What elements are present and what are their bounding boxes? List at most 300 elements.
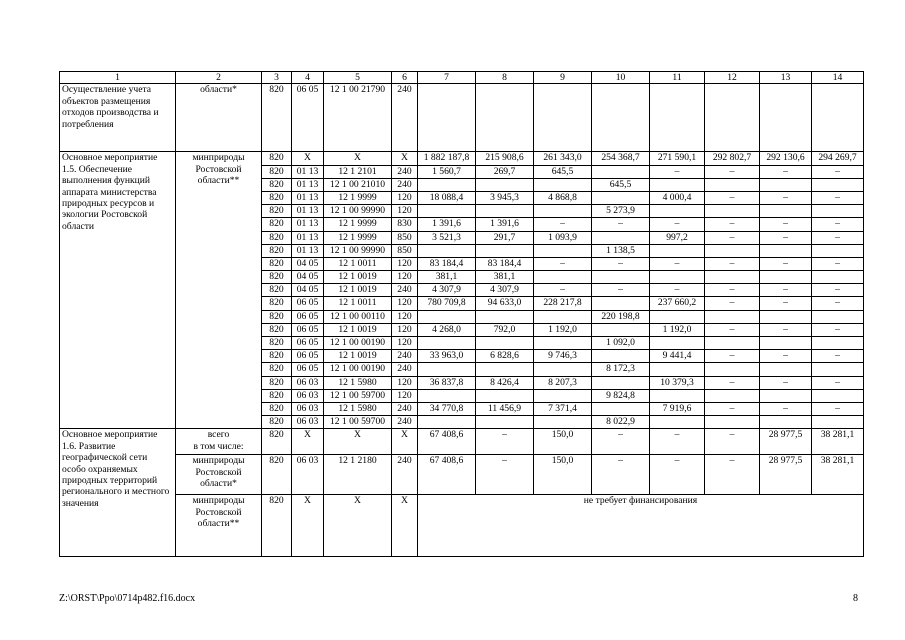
column-header: 3 bbox=[262, 72, 292, 84]
code-cell: 12 1 2180 bbox=[324, 455, 392, 495]
value-y2015: 150,0 bbox=[534, 455, 592, 495]
value-y2015: – bbox=[534, 218, 592, 231]
value-y2014 bbox=[476, 337, 534, 350]
code-cell: 120 bbox=[392, 389, 418, 402]
code-cell: 12 1 9999 bbox=[324, 231, 392, 244]
value-y2019: – bbox=[760, 165, 812, 178]
value-y2017 bbox=[650, 337, 705, 350]
code-cell: 12 1 00 00110 bbox=[324, 310, 392, 323]
code-cell: 120 bbox=[392, 257, 418, 270]
value-y2016 bbox=[592, 297, 650, 310]
column-header: 8 bbox=[476, 72, 534, 84]
value-total: 1 560,7 bbox=[418, 165, 476, 178]
value-y2016: – bbox=[592, 284, 650, 297]
value-y2017: 4 000,4 bbox=[650, 191, 705, 204]
code-cell: 06 03 bbox=[292, 416, 324, 429]
value-total: 83 184,4 bbox=[418, 257, 476, 270]
value-y2020 bbox=[812, 416, 864, 429]
value-y2016: 254 368,7 bbox=[592, 152, 650, 165]
code-cell: 12 1 00 59700 bbox=[324, 416, 392, 429]
value-y2014: 3 945,3 bbox=[476, 191, 534, 204]
value-total bbox=[418, 244, 476, 257]
value-y2014: 381,1 bbox=[476, 271, 534, 284]
code-cell: 06 05 bbox=[292, 297, 324, 310]
value-y2017 bbox=[650, 310, 705, 323]
code-cell: Х bbox=[292, 495, 324, 557]
code-cell: 06 05 bbox=[292, 363, 324, 376]
code-cell: Х bbox=[292, 152, 324, 165]
value-y2018: – bbox=[705, 257, 760, 270]
value-y2016 bbox=[592, 165, 650, 178]
financing-note: не требует финансирования bbox=[418, 495, 864, 557]
value-y2017: – bbox=[650, 455, 705, 495]
code-cell: 12 1 00 59700 bbox=[324, 389, 392, 402]
code-cell: 06 03 bbox=[292, 455, 324, 495]
value-y2015: 7 371,4 bbox=[534, 402, 592, 415]
value-y2017: 7 919,6 bbox=[650, 402, 705, 415]
code-cell: 240 bbox=[392, 363, 418, 376]
value-y2014 bbox=[476, 363, 534, 376]
code-cell: 120 bbox=[392, 376, 418, 389]
value-y2014: 8 426,4 bbox=[476, 376, 534, 389]
value-cell bbox=[534, 84, 592, 152]
value-y2015: 4 868,8 bbox=[534, 191, 592, 204]
value-y2014 bbox=[476, 178, 534, 191]
value-y2017 bbox=[650, 178, 705, 191]
value-y2019 bbox=[760, 244, 812, 257]
value-y2018: – bbox=[705, 350, 760, 363]
table-row bbox=[60, 152, 864, 165]
code-cell: 12 1 5980 bbox=[324, 376, 392, 389]
value-y2016: 8 172,3 bbox=[592, 363, 650, 376]
code-cell: 240 bbox=[392, 350, 418, 363]
value-y2019 bbox=[760, 310, 812, 323]
code-cell: 12 1 00 21790 bbox=[324, 84, 392, 152]
code-cell: 12 1 00 99990 bbox=[324, 244, 392, 257]
column-header: 9 bbox=[534, 72, 592, 84]
column-header: 4 bbox=[292, 72, 324, 84]
code-cell: 01 13 bbox=[292, 191, 324, 204]
value-y2019: – bbox=[760, 284, 812, 297]
value-y2020 bbox=[812, 337, 864, 350]
activity-name: Осуществление учета объектов размещения отходов производства и потребления bbox=[60, 84, 176, 152]
value-y2019: 292 130,6 bbox=[760, 152, 812, 165]
code-cell: Х bbox=[392, 495, 418, 557]
value-total: 67 408,6 bbox=[418, 429, 476, 455]
value-y2020: – bbox=[812, 376, 864, 389]
value-cell bbox=[812, 84, 864, 152]
value-y2018 bbox=[705, 337, 760, 350]
value-y2014: 215 908,6 bbox=[476, 152, 534, 165]
value-y2016 bbox=[592, 191, 650, 204]
value-y2020: 38 281,1 bbox=[812, 455, 864, 495]
value-y2018: – bbox=[705, 191, 760, 204]
table-row bbox=[60, 84, 864, 152]
executor-name: минприроды Ростовской области** bbox=[176, 152, 262, 429]
value-y2018 bbox=[705, 271, 760, 284]
value-total: 4 307,9 bbox=[418, 284, 476, 297]
executor-including-label: в том числе: bbox=[193, 440, 244, 452]
value-y2018 bbox=[705, 244, 760, 257]
code-cell: 820 bbox=[262, 389, 292, 402]
value-y2019 bbox=[760, 416, 812, 429]
value-y2014: 6 828,6 bbox=[476, 350, 534, 363]
value-y2015 bbox=[534, 337, 592, 350]
column-header: 10 bbox=[592, 72, 650, 84]
code-cell: 12 1 00 99990 bbox=[324, 205, 392, 218]
value-y2017: 9 441,4 bbox=[650, 350, 705, 363]
value-total: 18 088,4 bbox=[418, 191, 476, 204]
value-y2019: 28 977,5 bbox=[760, 455, 812, 495]
value-y2016 bbox=[592, 350, 650, 363]
header-row bbox=[60, 72, 864, 84]
code-cell: 120 bbox=[392, 205, 418, 218]
value-y2016: 8 022,9 bbox=[592, 416, 650, 429]
column-header: 6 bbox=[392, 72, 418, 84]
value-y2016 bbox=[592, 271, 650, 284]
value-y2015: 228 217,8 bbox=[534, 297, 592, 310]
code-cell: 12 1 2101 bbox=[324, 165, 392, 178]
value-y2016 bbox=[592, 402, 650, 415]
value-y2016 bbox=[592, 231, 650, 244]
value-total: 33 963,0 bbox=[418, 350, 476, 363]
value-y2016: – bbox=[592, 429, 650, 455]
code-cell: 120 bbox=[392, 323, 418, 336]
value-y2014 bbox=[476, 416, 534, 429]
code-cell: Х bbox=[324, 495, 392, 557]
value-y2017 bbox=[650, 205, 705, 218]
value-y2019 bbox=[760, 337, 812, 350]
code-cell: 850 bbox=[392, 244, 418, 257]
code-cell: 820 bbox=[262, 310, 292, 323]
executor-name: области* bbox=[176, 84, 262, 152]
code-cell: 820 bbox=[262, 363, 292, 376]
value-total: 1 391,6 bbox=[418, 218, 476, 231]
value-y2015: 8 207,3 bbox=[534, 376, 592, 389]
value-total: 780 709,8 bbox=[418, 297, 476, 310]
value-y2016: 1 138,5 bbox=[592, 244, 650, 257]
footer-page-number: 8 bbox=[853, 593, 858, 604]
column-header: 13 bbox=[760, 72, 812, 84]
value-y2017 bbox=[650, 244, 705, 257]
code-cell: 01 13 bbox=[292, 205, 324, 218]
value-y2019: – bbox=[760, 218, 812, 231]
value-y2018: – bbox=[705, 429, 760, 455]
value-y2019 bbox=[760, 271, 812, 284]
code-cell: 01 13 bbox=[292, 231, 324, 244]
code-cell: 820 bbox=[262, 350, 292, 363]
value-total bbox=[418, 205, 476, 218]
code-cell: 12 1 0019 bbox=[324, 350, 392, 363]
code-cell: 820 bbox=[262, 178, 292, 191]
value-y2016: 645,5 bbox=[592, 178, 650, 191]
value-total: 381,1 bbox=[418, 271, 476, 284]
value-y2015: 1 192,0 bbox=[534, 323, 592, 336]
code-cell: 120 bbox=[392, 191, 418, 204]
code-cell: 120 bbox=[392, 310, 418, 323]
code-cell: 240 bbox=[392, 455, 418, 495]
value-total: 4 268,0 bbox=[418, 323, 476, 336]
code-cell: 01 13 bbox=[292, 165, 324, 178]
value-y2014: 83 184,4 bbox=[476, 257, 534, 270]
value-y2018 bbox=[705, 363, 760, 376]
value-y2016: 9 824,8 bbox=[592, 389, 650, 402]
value-y2017 bbox=[650, 416, 705, 429]
value-y2014: – bbox=[476, 429, 534, 455]
value-y2015 bbox=[534, 244, 592, 257]
value-y2020: – bbox=[812, 350, 864, 363]
executor-name: минприроды Ростовской области** bbox=[176, 495, 262, 557]
table-row bbox=[60, 495, 864, 557]
value-y2015 bbox=[534, 178, 592, 191]
table-row bbox=[60, 455, 864, 495]
value-total bbox=[418, 178, 476, 191]
value-y2016 bbox=[592, 323, 650, 336]
value-y2018: – bbox=[705, 218, 760, 231]
value-total bbox=[418, 389, 476, 402]
code-cell: 820 bbox=[262, 455, 292, 495]
code-cell: 04 05 bbox=[292, 284, 324, 297]
value-y2017: – bbox=[650, 257, 705, 270]
code-cell: 850 bbox=[392, 231, 418, 244]
value-y2018 bbox=[705, 416, 760, 429]
code-cell: 06 03 bbox=[292, 389, 324, 402]
value-y2019: – bbox=[760, 350, 812, 363]
code-cell: 820 bbox=[262, 337, 292, 350]
code-cell: Х bbox=[324, 152, 392, 165]
code-cell: 240 bbox=[392, 165, 418, 178]
value-cell bbox=[476, 84, 534, 152]
code-cell: 820 bbox=[262, 495, 292, 557]
code-cell: 12 1 0011 bbox=[324, 297, 392, 310]
value-y2015 bbox=[534, 363, 592, 376]
value-y2014: – bbox=[476, 455, 534, 495]
value-y2020: – bbox=[812, 402, 864, 415]
code-cell: 12 1 00 21010 bbox=[324, 178, 392, 191]
code-cell: 12 1 0019 bbox=[324, 323, 392, 336]
value-y2015: – bbox=[534, 284, 592, 297]
value-y2019: – bbox=[760, 376, 812, 389]
column-header: 2 bbox=[176, 72, 262, 84]
value-total: 36 837,8 bbox=[418, 376, 476, 389]
value-cell bbox=[705, 84, 760, 152]
code-cell: 06 03 bbox=[292, 376, 324, 389]
value-y2020: 38 281,1 bbox=[812, 429, 864, 455]
value-y2020: – bbox=[812, 165, 864, 178]
value-y2019 bbox=[760, 205, 812, 218]
executor-name bbox=[176, 429, 262, 455]
code-cell: 820 bbox=[262, 152, 292, 165]
value-y2020: – bbox=[812, 218, 864, 231]
value-y2016: – bbox=[592, 257, 650, 270]
value-y2020 bbox=[812, 205, 864, 218]
document-page bbox=[59, 71, 863, 557]
footer-file-path: Z:\ORST\Ppo\0714p482.f16.docx bbox=[59, 593, 196, 604]
code-cell: 12 1 0011 bbox=[324, 257, 392, 270]
value-y2020 bbox=[812, 244, 864, 257]
column-header: 1 bbox=[60, 72, 176, 84]
value-y2015: – bbox=[534, 257, 592, 270]
value-y2020: – bbox=[812, 323, 864, 336]
code-cell: 04 05 bbox=[292, 271, 324, 284]
value-y2018 bbox=[705, 178, 760, 191]
code-cell: 820 bbox=[262, 257, 292, 270]
value-y2014 bbox=[476, 389, 534, 402]
value-y2014: 792,0 bbox=[476, 323, 534, 336]
activity-name: Основное мероприятие 1.6. Развитие географической сети особо охраняемых природных территорий регионального и местного значения bbox=[60, 429, 176, 557]
code-cell: 820 bbox=[262, 244, 292, 257]
value-total bbox=[418, 363, 476, 376]
value-cell bbox=[650, 84, 705, 152]
value-y2019: – bbox=[760, 323, 812, 336]
value-y2020: – bbox=[812, 231, 864, 244]
value-y2019: – bbox=[760, 231, 812, 244]
code-cell: 240 bbox=[392, 402, 418, 415]
code-cell: 820 bbox=[262, 376, 292, 389]
code-cell: 820 bbox=[262, 191, 292, 204]
value-y2019: – bbox=[760, 257, 812, 270]
value-y2019: 28 977,5 bbox=[760, 429, 812, 455]
value-y2020: 294 269,7 bbox=[812, 152, 864, 165]
code-cell: 04 05 bbox=[292, 257, 324, 270]
value-total bbox=[418, 416, 476, 429]
value-y2014: 291,7 bbox=[476, 231, 534, 244]
code-cell: 820 bbox=[262, 205, 292, 218]
code-cell: 820 bbox=[262, 297, 292, 310]
code-cell: Х bbox=[392, 429, 418, 455]
code-cell: 06 03 bbox=[292, 402, 324, 415]
code-cell: 240 bbox=[392, 178, 418, 191]
value-y2020: – bbox=[812, 257, 864, 270]
value-cell bbox=[418, 84, 476, 152]
value-y2020 bbox=[812, 363, 864, 376]
value-y2020: – bbox=[812, 297, 864, 310]
code-cell: 06 05 bbox=[292, 337, 324, 350]
code-cell: Х bbox=[392, 152, 418, 165]
activity-name: Основное мероприятие 1.5. Обеспечение выполнения функций аппарата министерства природных ресурсов и экологии Ростовской области bbox=[60, 152, 176, 429]
value-cell bbox=[760, 84, 812, 152]
value-y2020: – bbox=[812, 191, 864, 204]
code-cell: 12 1 00 00190 bbox=[324, 363, 392, 376]
value-y2017: 10 379,3 bbox=[650, 376, 705, 389]
column-header: 5 bbox=[324, 72, 392, 84]
column-header: 12 bbox=[705, 72, 760, 84]
value-y2018 bbox=[705, 310, 760, 323]
value-y2018: – bbox=[705, 455, 760, 495]
value-y2017: – bbox=[650, 165, 705, 178]
value-y2016: – bbox=[592, 455, 650, 495]
column-header: 7 bbox=[418, 72, 476, 84]
value-y2016: 220 198,8 bbox=[592, 310, 650, 323]
value-y2019 bbox=[760, 363, 812, 376]
code-cell: 06 05 bbox=[292, 323, 324, 336]
value-y2018: – bbox=[705, 376, 760, 389]
code-cell: 820 bbox=[262, 231, 292, 244]
code-cell: 120 bbox=[392, 297, 418, 310]
code-cell: 12 1 0019 bbox=[324, 284, 392, 297]
value-y2017: 1 192,0 bbox=[650, 323, 705, 336]
value-y2016: 1 092,0 bbox=[592, 337, 650, 350]
value-y2017 bbox=[650, 271, 705, 284]
code-cell: Х bbox=[324, 429, 392, 455]
code-cell: 820 bbox=[262, 429, 292, 455]
budget-table bbox=[59, 71, 864, 557]
value-y2014: 269,7 bbox=[476, 165, 534, 178]
value-y2014 bbox=[476, 244, 534, 257]
value-y2018: – bbox=[705, 284, 760, 297]
code-cell: 820 bbox=[262, 416, 292, 429]
value-y2017: – bbox=[650, 429, 705, 455]
code-cell: 12 1 9999 bbox=[324, 191, 392, 204]
value-y2019: – bbox=[760, 297, 812, 310]
value-total: 1 882 187,8 bbox=[418, 152, 476, 165]
code-cell: 01 13 bbox=[292, 218, 324, 231]
value-total: 3 521,3 bbox=[418, 231, 476, 244]
value-cell bbox=[592, 84, 650, 152]
value-total: 34 770,8 bbox=[418, 402, 476, 415]
value-total bbox=[418, 310, 476, 323]
table-row bbox=[60, 429, 864, 455]
value-y2018: – bbox=[705, 402, 760, 415]
value-y2016 bbox=[592, 376, 650, 389]
code-cell: 830 bbox=[392, 218, 418, 231]
value-y2015: 645,5 bbox=[534, 165, 592, 178]
value-y2019 bbox=[760, 178, 812, 191]
value-y2015: 261 343,0 bbox=[534, 152, 592, 165]
value-y2020: – bbox=[812, 284, 864, 297]
code-cell: 240 bbox=[392, 84, 418, 152]
value-y2018: 292 802,7 bbox=[705, 152, 760, 165]
value-y2019: – bbox=[760, 191, 812, 204]
value-y2017: 271 590,1 bbox=[650, 152, 705, 165]
value-y2019: – bbox=[760, 402, 812, 415]
value-y2017 bbox=[650, 389, 705, 402]
code-cell: 820 bbox=[262, 323, 292, 336]
code-cell: 06 05 bbox=[292, 310, 324, 323]
code-cell: 820 bbox=[262, 165, 292, 178]
code-cell: 06 05 bbox=[292, 350, 324, 363]
value-y2017: 997,2 bbox=[650, 231, 705, 244]
value-y2015 bbox=[534, 389, 592, 402]
value-y2015: 1 093,9 bbox=[534, 231, 592, 244]
code-cell: 12 1 5980 bbox=[324, 402, 392, 415]
code-cell: 820 bbox=[262, 284, 292, 297]
value-y2017: – bbox=[650, 218, 705, 231]
value-y2014 bbox=[476, 310, 534, 323]
value-y2014: 1 391,6 bbox=[476, 218, 534, 231]
value-y2017: 237 660,2 bbox=[650, 297, 705, 310]
value-y2016: – bbox=[592, 218, 650, 231]
value-y2018: – bbox=[705, 165, 760, 178]
value-y2017: – bbox=[650, 284, 705, 297]
code-cell: Х bbox=[292, 429, 324, 455]
executor-name: минприроды Ростовской области* bbox=[176, 455, 262, 495]
executor-total-label: всего bbox=[207, 429, 230, 441]
code-cell: 820 bbox=[262, 84, 292, 152]
column-header: 11 bbox=[650, 72, 705, 84]
value-y2015: 150,0 bbox=[534, 429, 592, 455]
value-y2018: – bbox=[705, 231, 760, 244]
value-y2015 bbox=[534, 271, 592, 284]
value-y2020 bbox=[812, 271, 864, 284]
code-cell: 820 bbox=[262, 402, 292, 415]
value-y2018 bbox=[705, 389, 760, 402]
value-y2014: 4 307,9 bbox=[476, 284, 534, 297]
value-y2020 bbox=[812, 389, 864, 402]
value-y2015 bbox=[534, 205, 592, 218]
value-y2020 bbox=[812, 310, 864, 323]
code-cell: 12 1 0019 bbox=[324, 271, 392, 284]
